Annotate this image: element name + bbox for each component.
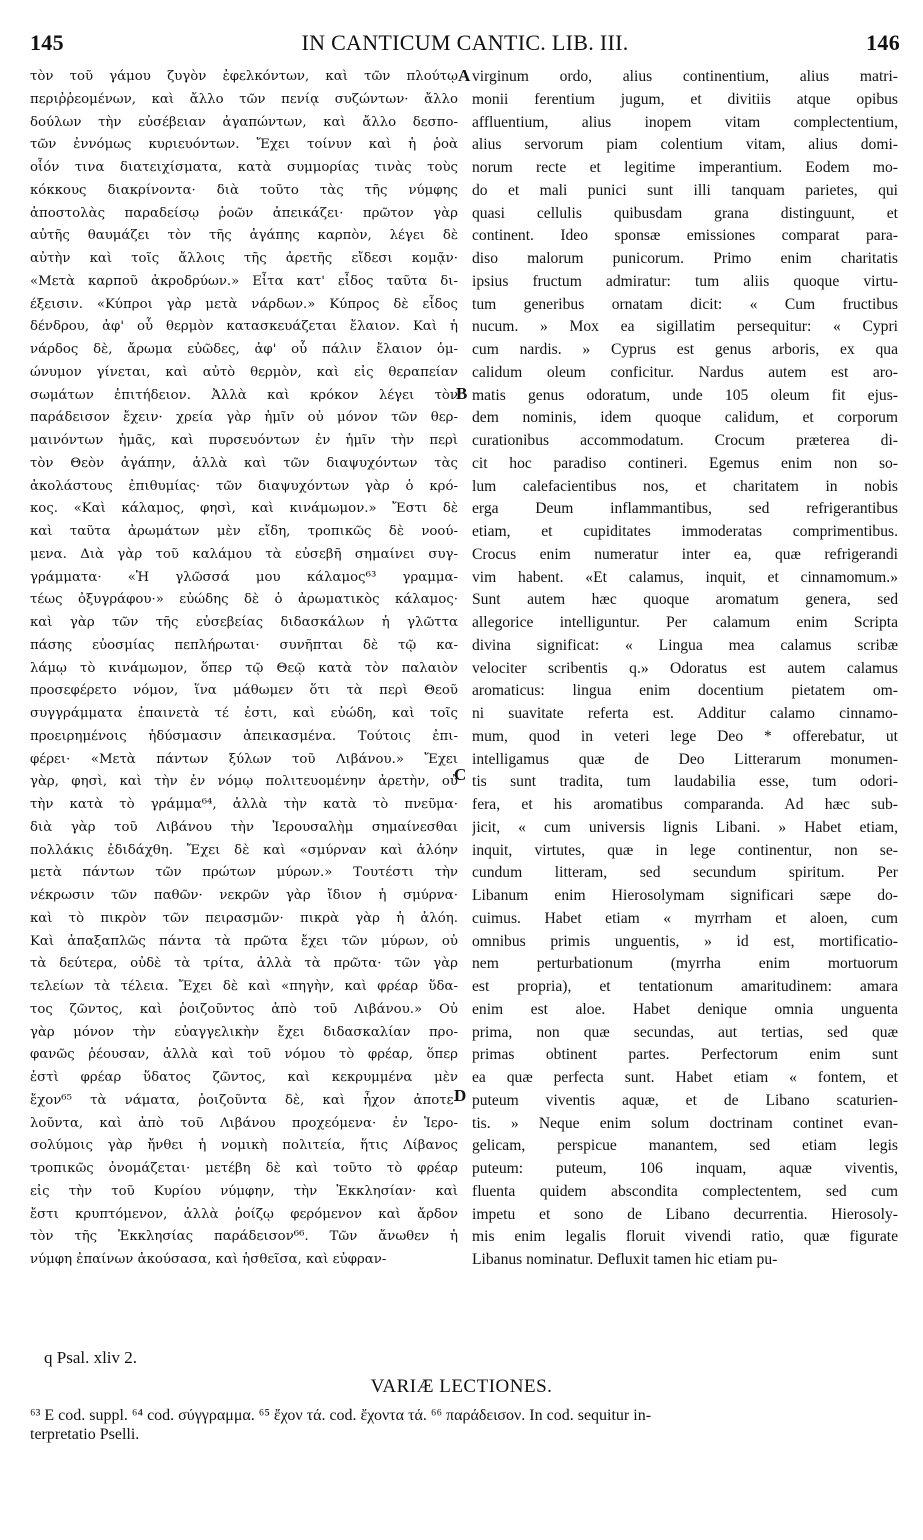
greek-text-line: τροπικῶς ὀνομάζεται· μετέβη δὲ καὶ τοῦτο τὸ φρέαρ — [30, 1161, 458, 1176]
running-title: IN CANTICUM CANTIC. LIB. III. — [301, 30, 629, 55]
greek-text-line: σολύμοις γὰρ ἤνθει ἡ νομικὴ πολιτεία, ἥτις Λίβανος — [30, 1138, 458, 1154]
greek-text-line: ἀποστολὰς παραδείσῳ ῥοῶν ἀπεικάζει· πρῶτον γὰρ — [30, 205, 458, 221]
latin-text-line: mum, quod in veteri lege Deo * offerebatur, ut — [472, 727, 898, 745]
greek-text-line: πολλάκις ἐδιδάχθη. Ἔχει δὲ καὶ «σμύρναν καὶ ἀλόην — [30, 842, 458, 858]
latin-text-line: alius servorum piam colentium vitam, alius domi- — [472, 136, 898, 154]
greek-text-line: ἐστὶ φρέαρ ὕδατος ζῶντος, καὶ κεκρυμμένα μὲν — [30, 1070, 458, 1085]
greek-text-line: καὶ γὰρ τῶν τῆς εὐσεβείας διδασκάλων ἡ γλῶττα — [30, 615, 458, 630]
greek-text-line: έξεισιν. «Κύπροι γὰρ μετὰ νάρδων.» Κύπρος δὲ εἶδος — [30, 296, 458, 312]
footnote: q Psal. xliv 2. — [44, 1348, 138, 1367]
latin-text-line: tis sunt tradita, tum laudabilia esse, tum odori- — [472, 773, 898, 791]
margin-marker-b: B — [456, 384, 468, 403]
latin-text-line: affluentium, alius inopem vitam complectentium, — [472, 113, 898, 131]
latin-text-line: Libanum enim Hierosolymam significari sæpe do- — [472, 887, 898, 904]
greek-text-line: γὰρ μόνον τὴν εὐαγγελικὴν ἔχει διδασκαλίαν προ- — [30, 1024, 458, 1040]
greek-text-line: καὶ ταῦτα ἀρωμάτων μὲν εἴδη, τροπικῶς δὲ νοού- — [30, 524, 458, 539]
greek-text-line: νέκρωσιν τῶν παθῶν· νεκρῶν γὰρ ἴδιον ἡ σμύρνα· — [30, 888, 458, 903]
latin-text-line: cundum litteram, sed secundum spiritum. Per — [472, 864, 898, 882]
greek-text-line: προσεφέρετο νόμον, ἵνα μάθωμεν ὅτι τὰ περὶ Θεοῦ — [30, 683, 458, 699]
greek-text-line: συγγράμματα ἐπαινετὰ τέ ἐστι, καὶ εὐώδη, καὶ τοῖς — [30, 706, 458, 721]
latin-text-line: cum nardis. » Cyprus est genus arboris, ex qua — [472, 341, 898, 358]
greek-text-line: προειρημένοις ἡδύσμασιν ἀπεικασμένα. Τούτοις ἐπι- — [30, 728, 458, 744]
margin-marker-d: D — [454, 1086, 467, 1105]
latin-text-line: puteum viventis aquæ, et de Libano scaturien- — [472, 1091, 898, 1109]
greek-text-line: τὸν τοῦ γάμου ζυγὸν ἐφελκόντων, καὶ τῶν πλούτῳ — [30, 69, 458, 84]
greek-text-line: τελείων τὰ τέλεια. Ἔχει δὲ καὶ «πηγὴν, καὶ φρέαρ ὕδα- — [30, 979, 458, 994]
greek-text-line: διὰ γὰρ τοῦ Λιβάνου τὴν Ἱερουσαλὴμ σημαίνεσθαι — [30, 819, 458, 835]
latin-text-line: velociter scribentis q.» Odoratus est autem calamus — [472, 659, 898, 677]
greek-text-line: λοῦντα, καὶ ἀπὸ τοῦ Λιβάνου προχεόμενα· ἐν Ἱερο- — [30, 1115, 458, 1131]
greek-text-line: γράμματα· «Ἡ γλῶσσά μου κάλαμος⁶³ γραμμα- — [30, 569, 458, 585]
greek-text-line: τὸν τῆς Ἐκκλησίας παράδεισον⁶⁶. Τῶν ἄνωθεν ἡ — [30, 1229, 458, 1245]
latin-text-line: gelicam, perspicue manantem, sed etiam legis — [472, 1137, 898, 1155]
greek-text-line: αὐτὴν καὶ τοῖς ἄλλοις τῆς ἀρετῆς εἴδεσι κομᾷν· — [30, 251, 458, 266]
latin-text-line: ea quæ perfecta sunt. Habet etiam « fontem, et — [472, 1069, 898, 1086]
latin-text-line: virginum ordo, alius continentium, alius matri- — [472, 68, 898, 85]
latin-text-line: erga Deum inflammantibus, sed refrigerantibus — [472, 500, 898, 518]
greek-text-line: νάρδος δὲ, ἄρωμα εὐῶδες, ἀφ' οὗ πάλιν ἔλαιον ὁμ- — [30, 342, 458, 357]
greek-column — [30, 66, 458, 1272]
latin-text-line: tis. » Neque enim solum doctrinam continet evan- — [472, 1114, 898, 1132]
greek-text-line: τῶν ἐννόμως κυριευόντων. Ἔχει τοίνυν καὶ ἡ ῥοὰ — [30, 137, 458, 153]
latin-text-line: ni suavitate referta est. Additur calamo cinnamo- — [472, 705, 898, 722]
latin-text-line: est propria), et tentationum amaritudinem: amara — [472, 978, 898, 995]
greek-text-line: περιῤῥεομένων, καὶ ἄλλο τῶν πενίᾳ συζώντων· ἄλλο — [30, 91, 458, 107]
page-number-left: 145 — [30, 30, 64, 55]
latin-text-line: prima, non quæ secundas, aut tertias, sed quæ — [472, 1023, 898, 1041]
latin-text-line: monii ferentium jugum, et divitiis atque opibus — [472, 90, 898, 108]
latin-text-line: fera, et his aromatibus comparanda. Ad hæc sub- — [472, 796, 898, 813]
margin-marker-c: C — [454, 765, 467, 784]
latin-text-line: Sunt autem hæc quoque aromatum genera, sed — [472, 591, 898, 609]
latin-text-line: mis enim legalis floruit vivendi ratio, quæ figurate — [472, 1228, 898, 1246]
latin-text-line: divina significat: « Lingua mea calamus scribæ — [472, 636, 898, 654]
greek-text-line: κόκκους διακρίνοντα· διὰ τοῦτο τὰς τῆς νύμφης — [30, 182, 458, 198]
latin-text-line: vim habent. «Et calamus, inquit, et cinnamomum.» — [472, 568, 898, 586]
greek-text-line: εἰς τὴν τοῦ Κυρίου νύμφην, τὴν Ἐκκλησίαν· καὶ — [30, 1183, 458, 1199]
latin-text-line: inquit, virtutes, quæ in lege continentur, non se- — [472, 841, 898, 859]
latin-text-line: continent. Ideo sponsæ emissiones comparat para- — [472, 227, 898, 245]
latin-text-line: curationibus accommodatum. Crocum præterea di- — [472, 432, 898, 449]
greek-text-line: κος. «Καὶ κάλαμος, φησὶ, καὶ κινάμωμον.» Ἔστι δὲ — [30, 501, 458, 517]
latin-text-line: matis genus odoratum, unde 105 oleum fit ejus- — [472, 386, 898, 404]
greek-text-line: γὰρ, φησὶ, καὶ τὴν ἐν νόμῳ πολιτευομένην ἀρετὴν, οὐ — [30, 774, 458, 790]
latin-text-line: tum generibus ornatam dicit: « Cum fructibus — [472, 295, 898, 313]
greek-text-line: μενα. Διὰ γὰρ τοῦ καλάμου τὰ εὐσεβῆ σημαίνει συγ- — [30, 546, 458, 562]
variae-lectiones-line: ⁶³ E cod. suppl. ⁶⁴ cod. σύγγραμμα. ⁶⁵ ἔχον τά. cod. ἔχοντα τά. ⁶⁶ παράδεισον. In cod. sequitur in- — [30, 1407, 652, 1424]
latin-text-line: cuimus. Habet etiam « myrrham et aloen, cum — [472, 909, 898, 927]
latin-text-line: lum calefacientibus nos, et charitatem in nobis — [472, 477, 898, 495]
greek-text-line: τος ζῶντος, καὶ ῥοιζοῦντος ἀπὸ τοῦ Λιβάνου.» Οὐ — [30, 1001, 458, 1017]
greek-text-line: νύμφη ἐπαίνων ἀκούσασα, καὶ ἡσθεῖσα, καὶ εὐφραν- — [30, 1252, 387, 1267]
latin-text-line: nucum. » Mox ea sigillatim persequitur: « Cypri — [472, 318, 898, 336]
latin-text-line: ipsius fructum admiratur: tum aliis quoque virtu- — [472, 272, 898, 290]
latin-text-line: dem nominis, idem quoque calidum, et corporum — [472, 409, 898, 427]
latin-text-line: aromaticus: lingua enim docentium pietatem om- — [472, 682, 898, 700]
variae-lectiones-heading: VARIÆ LECTIONES. — [370, 1376, 553, 1397]
latin-text-line: omnibus primis unguentis, » id est, mortificatio- — [472, 932, 898, 950]
latin-text-line: calidum oleum conficitur. Nardus autem est aro- — [472, 363, 898, 381]
latin-text-line: nem perturbationum (myrrha enim mortuorum — [472, 955, 898, 973]
greek-text-line: ἔστι κρυπτόμενον, ἀλλὰ ῥοίζῳ φερόμενον καὶ ἄρδον — [30, 1206, 458, 1222]
greek-text-line: παράδεισον ἔχειν· χρεία γὰρ ἡμῖν οὐ μόνον τῶν θερ- — [30, 410, 458, 426]
greek-text-line: πάσης εὐοσμίας πεπλήρωται· συνῆπται δὲ τῷ κα- — [30, 637, 458, 653]
greek-text-line: οἷόν τινα διατειχίσματα, κατὰ συμμορίας τινὰς τοὺς — [30, 160, 458, 175]
latin-text-line: Libanus nominatur. Defluxit tamen hic etiam pu- — [472, 1251, 778, 1268]
greek-text-line: σωμάτων ἐπιτήδειον. Ἀλλὰ καὶ κρόκον λέγει τὸν — [30, 387, 458, 403]
latin-text-line: allegorice intelliguntur. Per calamum enim Scripta — [472, 614, 898, 631]
greek-text-line: δένδρου, ἀφ' οὗ θερμὸν κατασκευάζεται ἔλαιον. Καὶ ἡ — [30, 319, 458, 335]
margin-marker-a: A — [458, 66, 471, 85]
greek-text-line: φέρει· «Μετὰ πάντων ξύλων τοῦ Λιβάνου.» Ἔχει — [30, 751, 458, 767]
variae-lectiones-line: terpretatio Pselli. — [30, 1426, 140, 1443]
page-number-right: 146 — [866, 30, 900, 55]
latin-text-line: Crocus enim numeratur inter ea, quæ refrigerandi — [472, 545, 898, 563]
latin-text-line: primas obtinent partes. Perfectorum enim sunt — [472, 1046, 898, 1064]
greek-text-line: τὰ δεύτερα, οὐδὲ τὰ τρίτα, ἀλλὰ τὰ πρῶτα· τῶν γὰρ — [30, 956, 458, 972]
greek-text-line: καὶ τὸ πικρὸν τῶν πειρασμῶν· πικρὰ γὰρ ἡ ἀλόη. — [30, 910, 458, 926]
latin-text-line: etiam, et cupiditates immoderatas comprimentibus. — [472, 523, 898, 540]
latin-text-line: do et mali punici sunt illi tanquam parietes, qui — [472, 181, 898, 199]
greek-text-line: τὸν Θεὸν ἀγάπην, ἀλλὰ καὶ τῶν διαψυχόντων τὰς — [30, 455, 458, 471]
latin-text-line: diso malorum punicorum. Primo enim charitatis — [472, 250, 898, 267]
greek-text-line: ἀκολάστους ἐπιθυμίας· τῶν διαψυχόντων γὰρ ὁ κρό- — [30, 478, 458, 494]
greek-text-line: «Μετὰ καρποῦ ἀκροδρύων.» Εἶτα κατ' εἶδος ταῦτα δι- — [30, 273, 458, 289]
latin-text-line: jicit, « cum universis lignis Libani. » Habet etiam, — [472, 818, 898, 836]
latin-text-line: quasi cellulis quibusdam grana distinguunt, et — [472, 204, 898, 222]
latin-text-line: intelligamus quæ de Deo Litterarum monumen- — [472, 750, 898, 768]
greek-text-line: τέως ὀξυγράφου·» εὐώδης δὲ ὁ ἀρωματικὸς κάλαμος· — [30, 592, 458, 608]
greek-text-line: Καὶ ἁπαξαπλῶς πάντα τὰ πρῶτα ἔχει τῶν μύρων, οὐ — [30, 933, 458, 949]
greek-text-line: ώνυμον γίνεται, καὶ αὐτὸ θερμὸν, καὶ εἰς θεραπείαν — [30, 364, 458, 380]
latin-text-line: cit hoc paradiso contineri. Egemus enim non so- — [472, 454, 898, 472]
running-header — [30, 30, 900, 60]
latin-text-line: norum recte et legitime imperantium. Eodem mo- — [472, 159, 898, 176]
latin-text-line: puteum: puteum, 106 inquam, aquæ viventis, — [472, 1160, 898, 1177]
latin-text-line: impetu et sono de Libano decurrentia. Hierosoly- — [472, 1205, 898, 1223]
latin-column — [472, 66, 898, 1272]
greek-text-line: τὴν κατὰ τὸ γράμμα⁶⁴, ἀλλὰ τὴν κατὰ τὸ πνεῦμα· — [30, 797, 458, 812]
latin-text-line: enim est aloe. Habet denique omnia unguenta — [472, 1000, 898, 1018]
greek-text-line: μαινόντων ἡμᾶς, καὶ πυρσευόντων ἐν ἡμῖν τὴν περὶ — [30, 433, 458, 448]
greek-text-line: μετὰ πάντων τῶν πρώτων μύρων.» Τουτέστι τὴν — [30, 865, 458, 881]
greek-text-line: φανῶς ῥέουσαν, ἀλλὰ καὶ τοῦ νόμου τὸ φρέαρ, ὅπερ — [30, 1047, 458, 1063]
greek-text-line: λάμῳ τὸ κινάμωμον, ὅπερ τῷ Θεῷ κατὰ τὸν παλαιὸν — [30, 660, 458, 676]
greek-text-line: ἔχον⁶⁵ τὰ νάματα, ῥοιζοῦντα δὲ, καὶ ἦχον ἀποτε- — [30, 1092, 458, 1108]
greek-text-line: αὐτῆς θαυμάζει τὸν τῆς ἀγάπης καρπὸν, λέγει δὲ — [30, 228, 458, 244]
variae-lectiones-block — [30, 1406, 900, 1444]
greek-text-line: δούλων τὴν εὐσέβειαν ἀγαπώντων, καὶ ἄλλο δεσπο- — [30, 114, 458, 130]
latin-text-line: fluenta quidem abscondita complectentem, sed cum — [472, 1182, 898, 1200]
